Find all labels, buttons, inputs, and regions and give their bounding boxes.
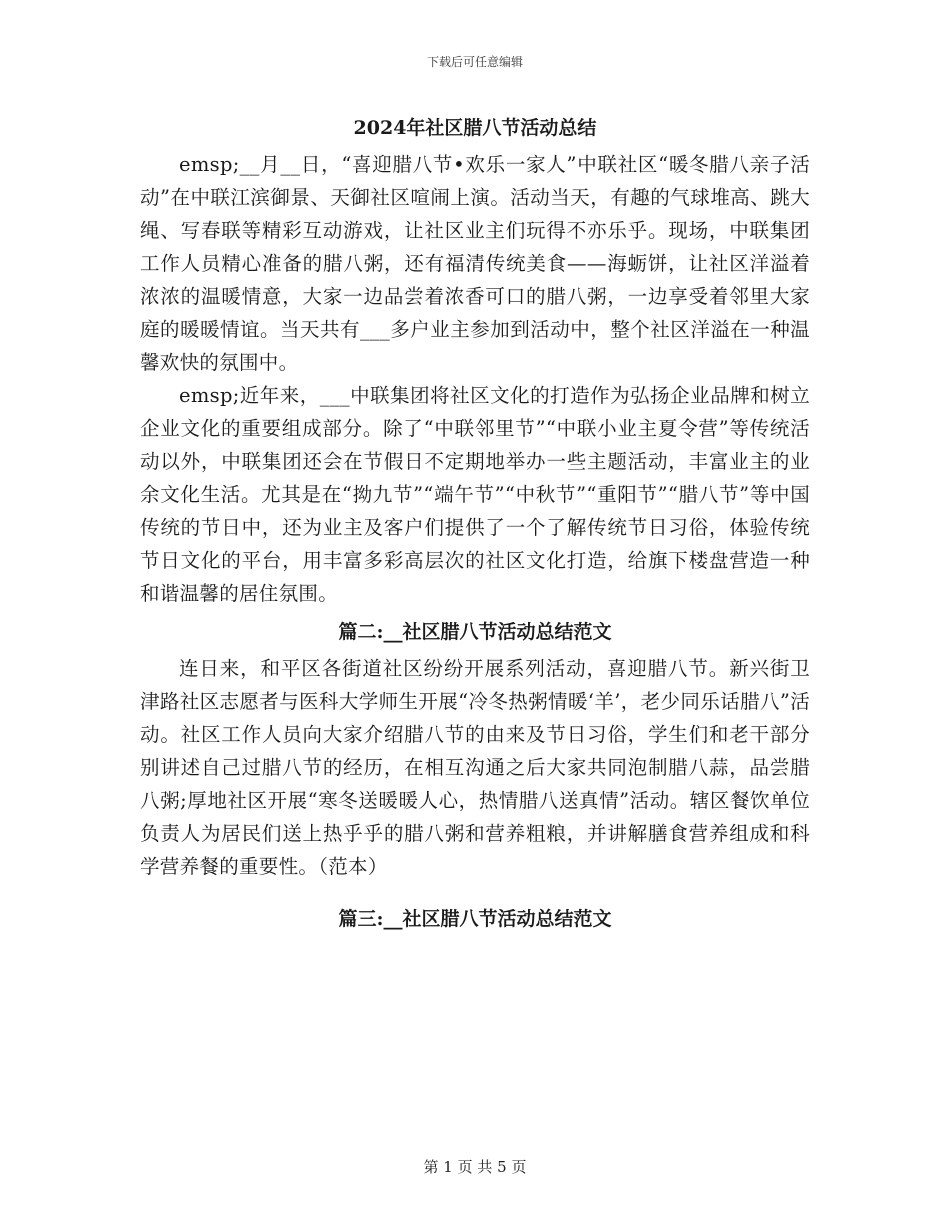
header-note: 下载后可任意编辑 bbox=[426, 55, 523, 69]
paragraph: emsp;近年来，___中联集团将社区文化的打造作为弘扬企业品牌和树立企业文化的重要组成部分。除了“中联邻里节”“中联小业主夏令营”等传统活动以外，中联集团还会在节假日不定期地举办一些主题活动，丰富业主的业余文化生活。尤其是在“拗九节”“端午节”“中秋节”“重阳节”“腊八节”等中国传统的节日中，还为业主及客户们提供了一个了解传统节日习俗，体验传统节日文化的平台，用丰富多彩高层次的社区文化打造，给旗下楼盘营造一种和谐温馨的居住氛围。 bbox=[140, 384, 810, 605]
document-body bbox=[140, 112, 810, 939]
paragraph: 连日来，和平区各街道社区纷纷开展系列活动，喜迎腊八节。新兴街卫津路社区志愿者与医科大学师生开展“冷冬热粥情暖‘羊’，老少同乐话腊八”活动。社区工作人员向大家介绍腊八节的由来及节日习俗，学生们和老干部分别讲述自己过腊八节的经历，在相互沟通之后大家共同泡制腊八蒜，品尝腊八粥;厚地社区开展“寒冬送暖暖人心，热情腊八送真情”活动。辖区餐饮单位负责人为居民们送上热乎乎的腊八粥和营养粗粮，并讲解膳食营养组成和科学营养餐的重要性。（范本） bbox=[140, 657, 810, 878]
section-heading: 篇二:__社区腊八节活动总结范文 bbox=[338, 621, 612, 643]
document-title: 2024年社区腊八节活动总结 bbox=[353, 117, 597, 139]
paragraph: emsp;__月__日，“喜迎腊八节•欢乐一家人”中联社区“暖冬腊八亲子活动”在中联江滨御景、天御社区喧闹上演。活动当天，有趣的气球堆高、跳大绳、写春联等精彩互动游戏，让社区业主们玩得不亦乐乎。现场，中联集团工作人员精心准备的腊八粥，还有福清传统美食——海蛎饼，让社区洋溢着浓浓的温暖情意，大家一边品尝着浓香可口的腊八粥，一边享受着邻里大家庭的暖暖情谊。当天共有___多户业主参加到活动中，整个社区洋溢在一种温馨欢快的氛围中。 bbox=[140, 153, 810, 374]
page-footer: 第 1 页 共 5 页 bbox=[423, 1158, 527, 1176]
section-heading: 篇三:__社区腊八节活动总结范文 bbox=[338, 908, 612, 930]
